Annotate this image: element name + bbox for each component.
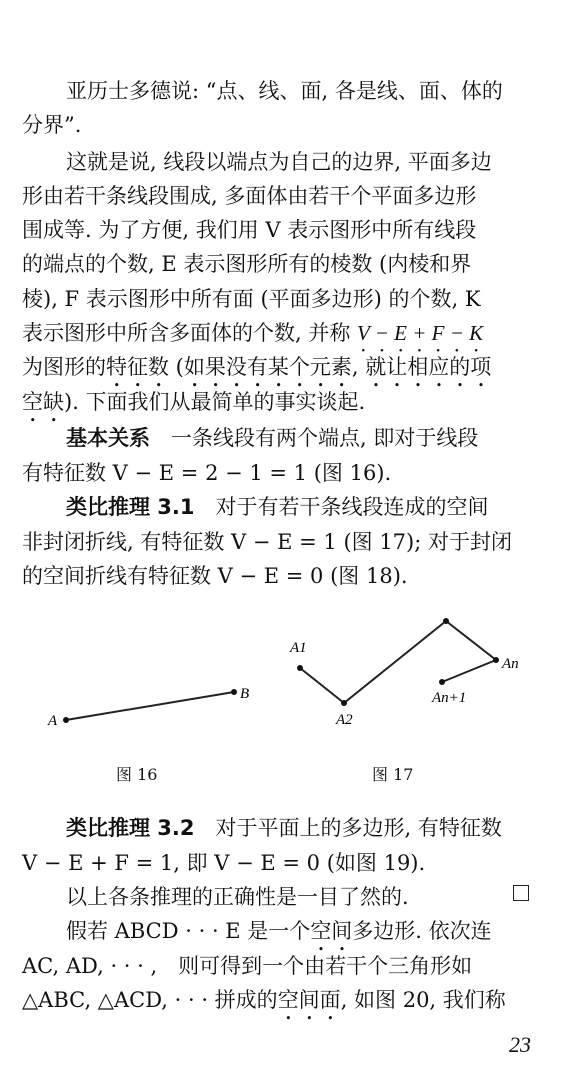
text-line: 的端点的个数, E 表示图形所有的棱数 (内棱和界 (22, 252, 472, 276)
text-span: 假若 ABCD · · · E 是一个 (66, 919, 311, 943)
term-characteristic-number: 特征数 (106, 355, 169, 379)
text-line (66, 815, 502, 841)
text-line (22, 354, 491, 392)
text-line: 非封闭折线, 有特征数 V − E = 1 (图 17); 对于封闭 (22, 530, 512, 554)
text-line (22, 389, 365, 427)
label-a: A (48, 713, 58, 729)
parenthetical-note: 如果没有某个元素, 就让相应的项 (183, 355, 492, 379)
text-line: 分界”. (22, 113, 82, 137)
point-an (493, 657, 499, 663)
text-span: ). 下面我们从最简单的事实谈起. (64, 390, 366, 414)
heading-analogy-3-2: 类比推理 3.2 (66, 816, 195, 840)
heading-analogy-3-1: 类比推理 3.1 (66, 495, 195, 519)
text-line: 有特征数 V − E = 2 − 1 = 1 (图 16). (22, 461, 392, 485)
segment-ab (66, 692, 234, 720)
text-span: ( (169, 355, 184, 379)
open-polyline (300, 621, 496, 703)
text-line (66, 494, 489, 520)
text-span: 表示图形中所含多面体的个数, 并称 (22, 321, 358, 345)
text-line: 围成等. 为了方便, 我们用 V 表示图形中所有线段 (22, 218, 477, 242)
label-a2: A2 (336, 712, 353, 728)
point-b (231, 689, 237, 695)
text-line: 亚历士多德说: “点、线、面, 各是线、面、体的 (66, 79, 503, 103)
point-vertex (443, 618, 449, 624)
point-a2 (341, 700, 347, 706)
text-line: 的空间折线有特征数 V − E = 0 (图 18). (22, 564, 408, 588)
label-a1: A1 (290, 640, 307, 656)
figure-17 (289, 618, 519, 728)
text-line: AC, AD, · · · , 则可得到一个由若干个三角形如 (22, 954, 473, 978)
point-a (63, 717, 69, 723)
point-an1 (439, 679, 445, 685)
text-span: 多边形. 依次连 (352, 919, 492, 943)
text-line (66, 918, 492, 956)
label-an1: An+1 (432, 690, 467, 706)
caption-figure-17: 图 17 (372, 765, 414, 784)
text-span: 对于有若干条线段连成的空间 (194, 495, 489, 519)
qed-box (513, 885, 529, 901)
label-an: An (502, 656, 519, 672)
page-number: 23 (509, 1032, 531, 1057)
text-span: 对于平面上的多边形, 有特征数 (194, 816, 502, 840)
point-a1 (297, 665, 303, 671)
figures-16-17 (0, 600, 573, 800)
text-line: 以上各条推理的正确性是一目了然的. (66, 885, 409, 909)
text-line (66, 425, 478, 451)
text-line (22, 987, 506, 1025)
label-b: B (240, 686, 250, 702)
text-span: 一条线段有两个端点, 即对于线段 (150, 426, 479, 450)
caption-figure-16: 图 16 (116, 765, 158, 784)
text-line: 棱), F 表示图形中所有面 (平面多边形) 的个数, K (22, 287, 481, 311)
text-line (22, 320, 483, 357)
term-space-surface: 空间面 (277, 988, 341, 1012)
term-vacant: 空缺 (22, 390, 64, 414)
text-span: △ABC, △ACD, · · · 拼成的 (22, 988, 278, 1012)
characteristic-formula: V − E + F − K (357, 321, 484, 345)
text-span: , 如图 20, 我们称 (340, 988, 506, 1012)
text-span: 为图形的 (22, 355, 106, 379)
term-space: 空间 (310, 919, 353, 943)
figure-16 (47, 686, 249, 729)
text-line: 形由若干条线段围成, 多面体由若干个平面多边形 (22, 184, 477, 208)
text-line: 这就是说, 线段以端点为自己的边界, 平面多边 (66, 150, 492, 174)
text-line: V − E + F = 1, 即 V − E = 0 (如图 19). (22, 851, 426, 875)
heading-basic-relation: 基本关系 (66, 426, 150, 450)
